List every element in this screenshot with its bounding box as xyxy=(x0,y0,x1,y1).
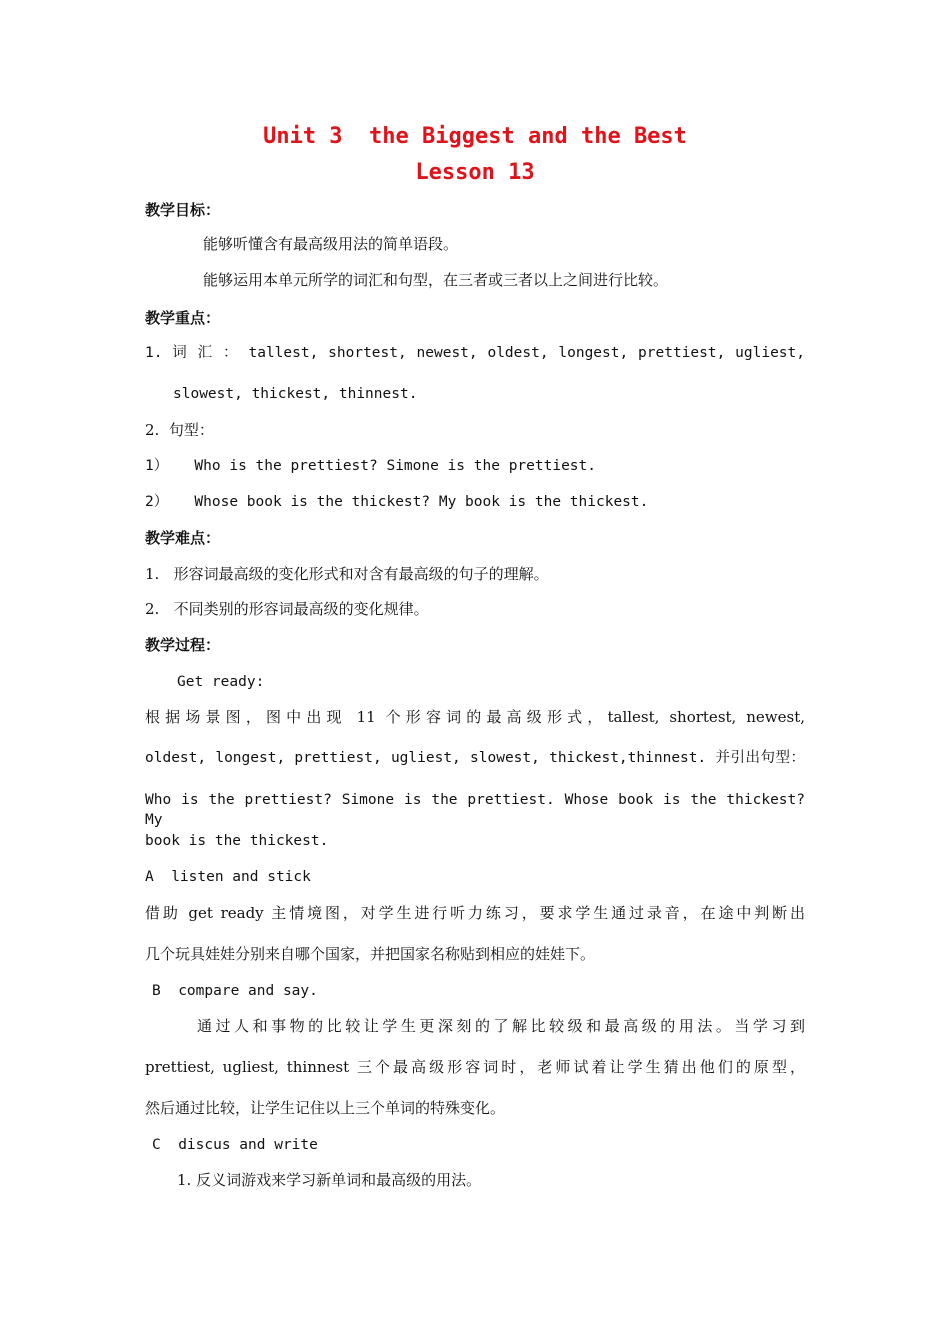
key-points-heading: 教学重点： xyxy=(145,309,221,327)
unit-title: Unit 3 the Biggest and the Best xyxy=(263,124,687,149)
pattern-item: 2） Whose book is the thickest? My book is the thickest. xyxy=(145,494,649,510)
paragraph-line: 借助 get ready 主情境图，对学生进行听力练习，要求学生通过录音，在途中判断出 xyxy=(145,904,805,922)
goals-heading: 教学目标： xyxy=(145,201,221,219)
goal-item: 能够听懂含有最高级用法的简单语段。 xyxy=(203,235,459,253)
patterns-label: 2. 句型： xyxy=(145,421,214,439)
paragraph-line: 然后通过比较，让学生记住以上三个单词的特殊变化。 xyxy=(145,1099,506,1117)
vocab-line: 1. 词 汇 ： tallest, shortest, newest, oldest, longest, prettiest, ugliest, xyxy=(145,345,805,361)
paragraph-line: prettiest, ugliest, thinnest 三个最高级形容词时，老师试着让学生猜出他们的原型， xyxy=(145,1058,805,1076)
paragraph-line: Who is the prettiest? Simone is the prettiest. Whose book is the thickest? My xyxy=(145,792,805,828)
get-ready-label: Get ready: xyxy=(177,674,265,690)
difficulty-item: 2. 不同类别的形容词最高级的变化规律。 xyxy=(145,600,429,618)
lesson-title: Lesson 13 xyxy=(415,160,535,185)
difficulty-item: 1. 形容词最高级的变化形式和对含有最高级的句子的理解。 xyxy=(145,565,549,583)
vocab-line: slowest, thickest, thinnest. xyxy=(173,386,418,402)
section-b-label: B compare and say. xyxy=(152,983,318,999)
process-heading: 教学过程： xyxy=(145,636,221,654)
paragraph-line: 几个玩具娃娃分别来自哪个国家，并把国家名称贴到相应的娃娃下。 xyxy=(145,945,596,963)
paragraph-line: 通过人和事物的比较让学生更深刻的了解比较级和最高级的用法。当学习到 xyxy=(197,1017,805,1035)
goal-item: 能够运用本单元所学的词汇和句型，在三者或三者以上之间进行比较。 xyxy=(203,271,669,289)
section-a-label: A listen and stick xyxy=(145,869,311,885)
paragraph-line: 根据场景图，图中出现 11 个形容词的最高级形式，tallest, shortest, newest, xyxy=(145,708,805,726)
pattern-item: 1） Who is the prettiest? Simone is the prettiest. xyxy=(145,458,596,474)
section-c-label: C discus and write xyxy=(152,1137,318,1153)
list-item: 1. 反义词游戏来学习新单词和最高级的用法。 xyxy=(177,1171,482,1189)
difficulties-heading: 教学难点： xyxy=(145,529,221,547)
paragraph-line: oldest, longest, prettiest, ugliest, slowest, thickest,thinnest. 并引出句型： xyxy=(145,750,805,766)
paragraph-line: book is the thickest. xyxy=(145,833,329,849)
